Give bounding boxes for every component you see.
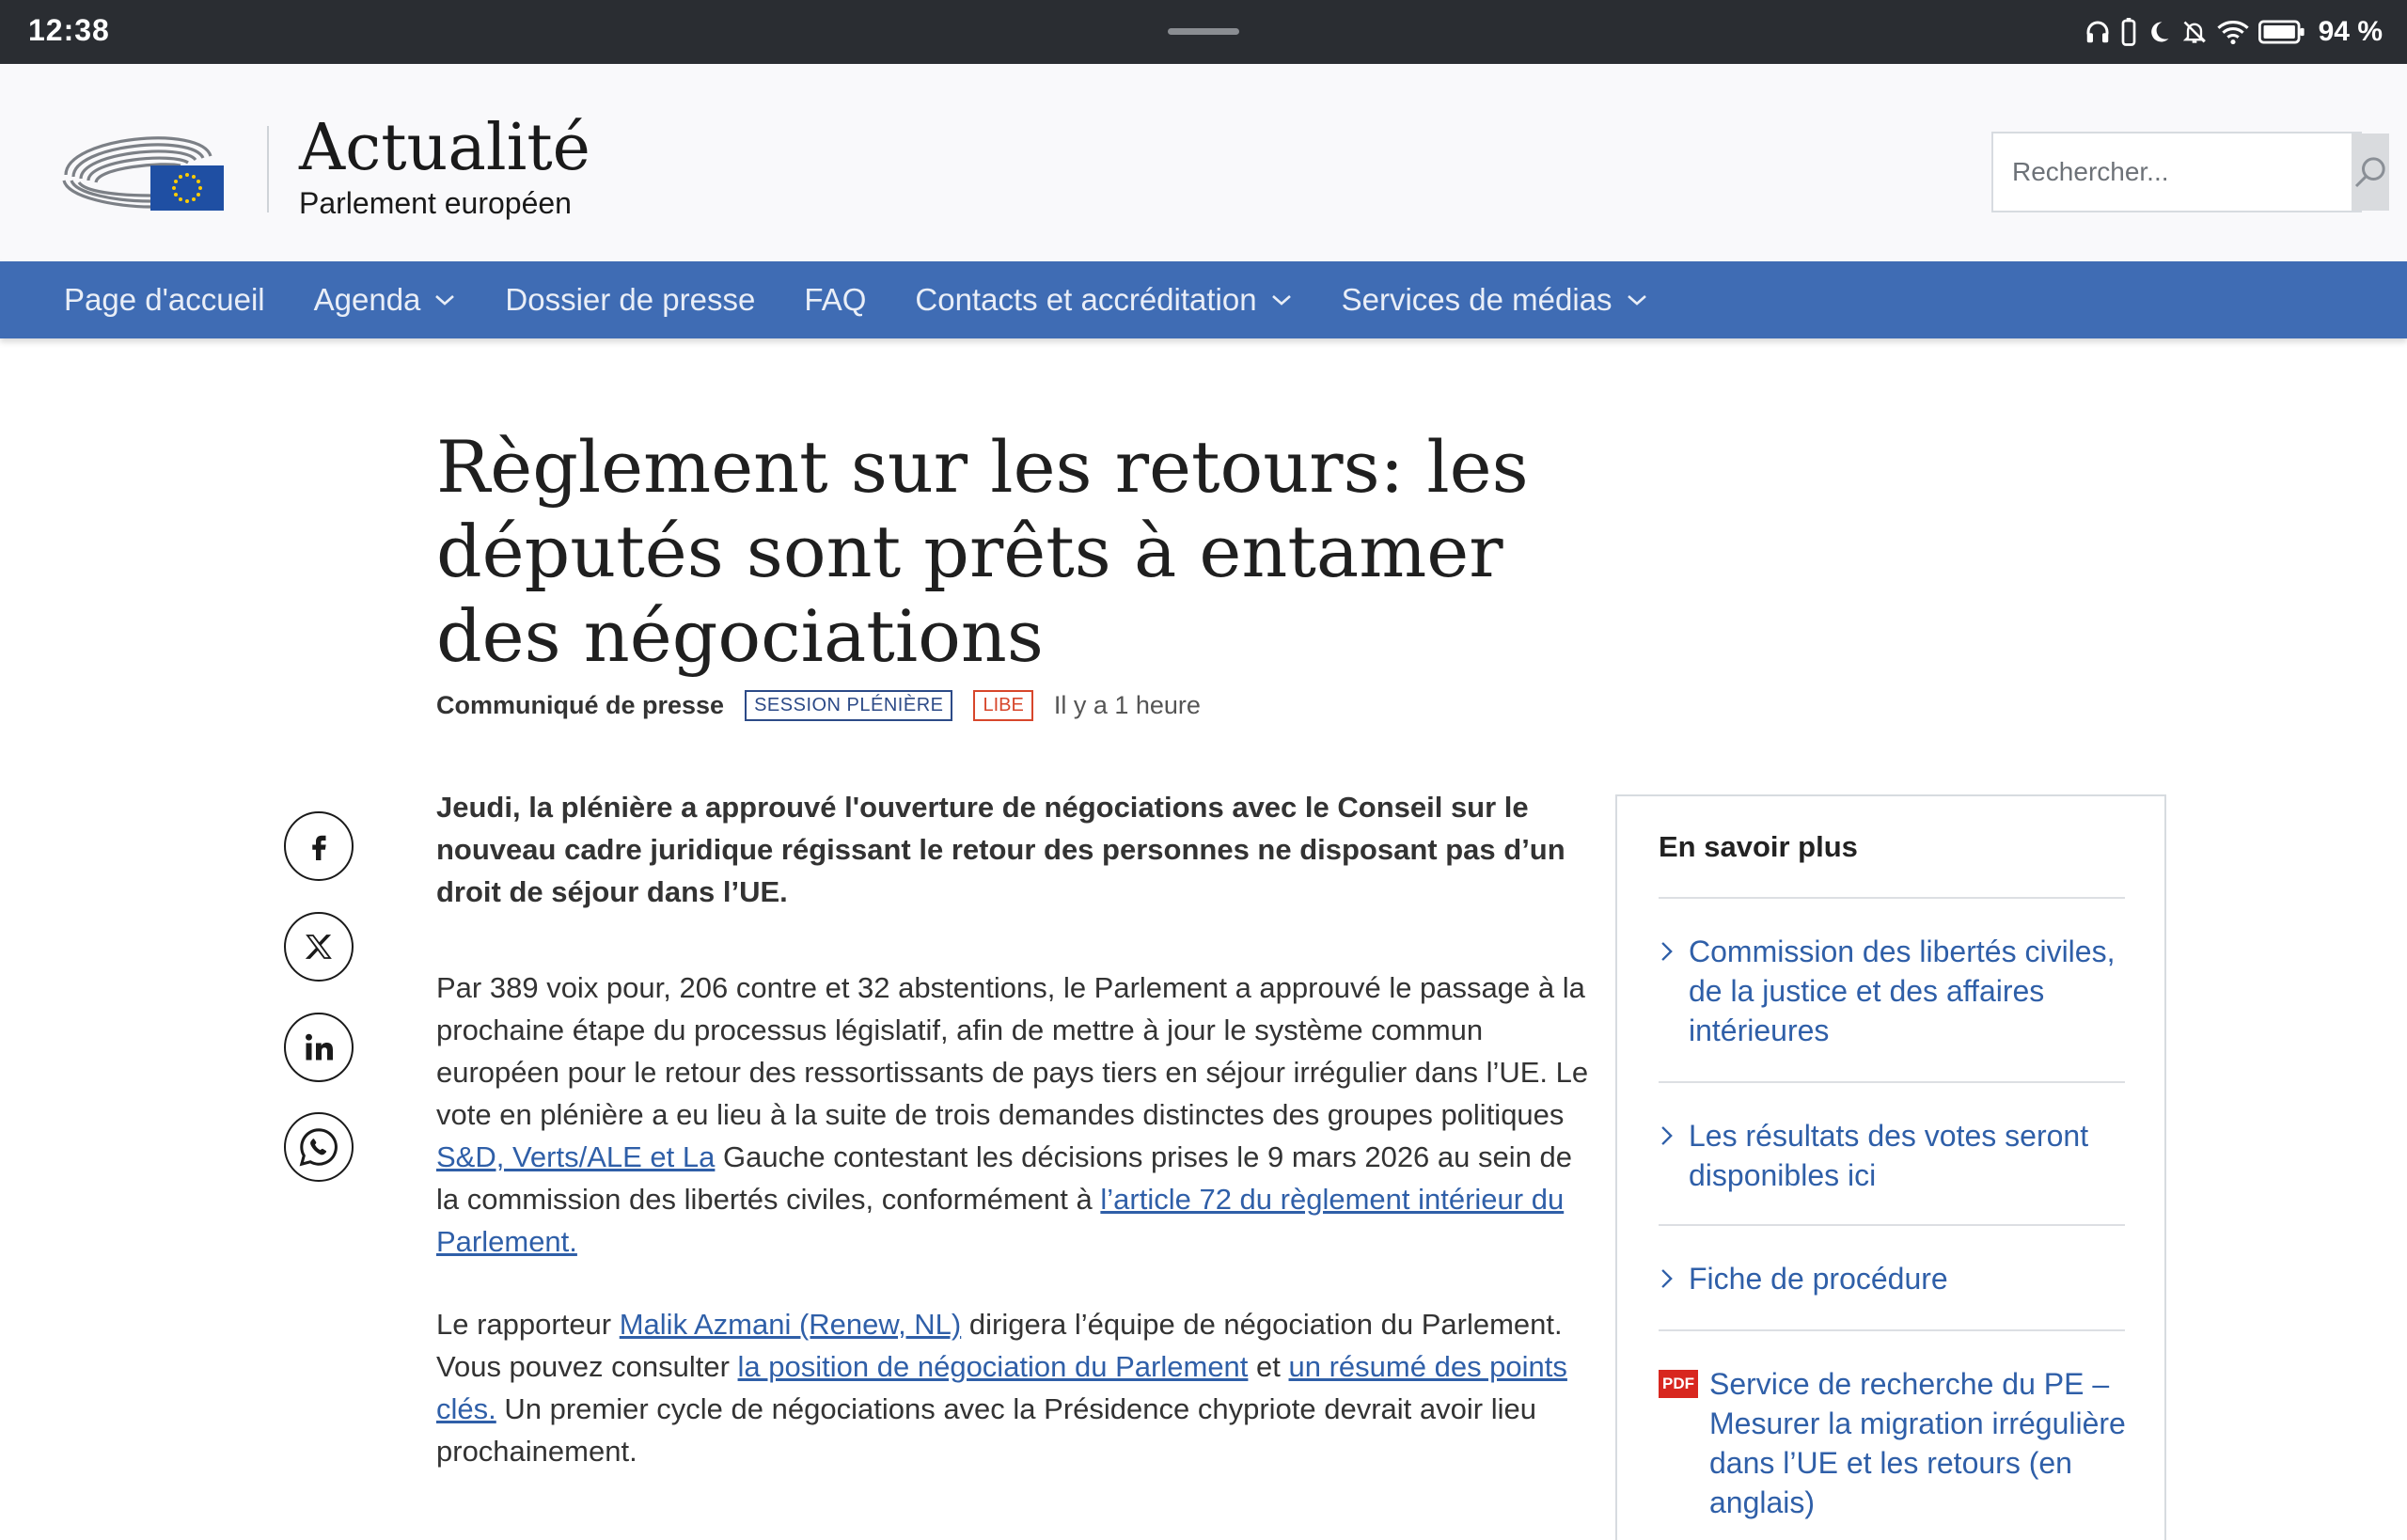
battery-saver-icon xyxy=(2121,18,2136,46)
battery-icon xyxy=(2258,19,2305,45)
paragraph-text: Le rapporteur xyxy=(436,1308,620,1341)
chevron-right-icon xyxy=(1659,1124,1674,1148)
share-x-button[interactable] xyxy=(284,912,354,982)
paragraph-text: et xyxy=(1248,1350,1289,1383)
learn-more-panel xyxy=(1615,794,2166,1540)
chevron-down-icon xyxy=(433,292,456,307)
battery-level: 94 % xyxy=(2318,16,2383,47)
learn-more-link-procedure-file[interactable] xyxy=(1659,1259,2129,1300)
link-political-groups[interactable]: S&D, Verts/ALE et La xyxy=(436,1140,716,1173)
linkedin-icon xyxy=(302,1030,336,1064)
article-meta xyxy=(436,690,1201,721)
whatsapp-icon xyxy=(297,1125,340,1169)
search-icon xyxy=(2352,153,2389,191)
learn-more-link-label: Service de recherche du PE – Mesurer la migration irrégulière dans l’UE et les retours (en anglais) xyxy=(1709,1367,2126,1519)
nav-item-agenda[interactable] xyxy=(314,282,457,318)
status-bar xyxy=(0,0,2407,64)
nav-item-faq[interactable] xyxy=(804,282,866,318)
headphones-icon xyxy=(2084,18,2112,46)
learn-more-link-label: Commission des libertés civiles, de la justice et des affaires intérieures xyxy=(1689,935,2116,1047)
pdf-icon: PDF xyxy=(1659,1370,1698,1398)
chevron-down-icon xyxy=(1626,292,1648,307)
site-header xyxy=(0,64,2407,261)
nav-item-media-services[interactable] xyxy=(1342,282,1648,318)
nav-item-home[interactable] xyxy=(64,282,265,318)
learn-more-link-research-service-pdf[interactable] xyxy=(1659,1364,2129,1522)
learn-more-heading: En savoir plus xyxy=(1659,830,1858,863)
divider xyxy=(1659,897,2125,899)
tag-plenary-session[interactable]: SESSION PLÉNIÈRE xyxy=(745,690,952,721)
learn-more-link-label: Fiche de procédure xyxy=(1689,1262,1948,1296)
article-title: Règlement sur les retours: les députés sont prêts à entamer des négociations xyxy=(436,425,1529,678)
learn-more-link-libe-committee[interactable] xyxy=(1659,932,2129,1050)
link-negotiating-position[interactable]: la position de négociation du Parlement xyxy=(737,1350,1249,1383)
paragraph-text: dirigera l’équipe de négociation du Parlement. Vous pouvez consulter xyxy=(436,1308,1563,1383)
nav-item-label: FAQ xyxy=(804,282,867,317)
share-linkedin-button[interactable] xyxy=(284,1013,354,1082)
chevron-right-icon xyxy=(1659,939,1674,964)
nav-item-label: Agenda xyxy=(313,282,421,317)
divider xyxy=(1659,1329,2125,1331)
share-facebook-button[interactable] xyxy=(284,811,354,881)
divider xyxy=(1659,1224,2125,1226)
article-lead: Jeudi, la plénière a approuvé l'ouverture de négociations avec le Conseil sur le nouveau cadre juridique régissant le retour des personnes ne disposant pas d’un droit de séjour dans l’UE. xyxy=(436,791,1565,908)
main-nav xyxy=(0,261,2407,338)
article-kind: Communiqué de presse xyxy=(436,691,725,719)
nav-item-press-kit[interactable] xyxy=(505,282,755,318)
site-title[interactable]: Actualité xyxy=(299,111,590,185)
search-button[interactable] xyxy=(2352,134,2389,211)
site-subtitle: Parlement européen xyxy=(299,186,572,220)
x-icon xyxy=(304,932,334,962)
article-paragraph-1 xyxy=(436,966,1593,1263)
tag-libe[interactable]: LIBE xyxy=(973,690,1032,721)
status-time: 12:38 xyxy=(28,13,110,47)
bell-off-icon xyxy=(2181,18,2208,46)
nav-item-label: Dossier de presse xyxy=(505,282,756,317)
share-whatsapp-button[interactable] xyxy=(284,1112,354,1182)
status-icons xyxy=(2084,11,2383,53)
chevron-down-icon xyxy=(1270,292,1293,307)
nav-item-label: Page d'accueil xyxy=(64,282,265,317)
paragraph-text: Gauche contestant les décisions prises le 9 mars 2026 au sein de la commission des libertés civiles, conformément à xyxy=(436,1140,1572,1216)
paragraph-text: Un premier cycle de négociations avec la Présidence chypriote devrait avoir lieu prochainement. xyxy=(436,1392,1536,1468)
nav-item-contacts[interactable] xyxy=(915,282,1292,318)
divider xyxy=(1659,1081,2125,1083)
chevron-right-icon xyxy=(1659,1266,1674,1291)
search-input[interactable] xyxy=(1993,134,2352,211)
paragraph-text: Par 389 voix pour, 206 contre et 32 abstentions, le Parlement a approuvé le passage à la prochaine étape du processus législatif, afin de mettre à jour le système commun européen pour le retour des ressortissants de pays tiers en séjour irrégulier dans l’UE. Le vote en plénière a eu lieu à la suite de trois demandes distinctes des groupes politiques xyxy=(436,971,1589,1131)
article-paragraph-2 xyxy=(436,1303,1593,1472)
brand-divider xyxy=(267,126,269,212)
nav-item-label: Contacts et accréditation xyxy=(915,282,1257,317)
facebook-icon xyxy=(302,827,336,865)
learn-more-link-vote-results[interactable] xyxy=(1659,1116,2129,1195)
link-rapporteur[interactable]: Malik Azmani (Renew, NL) xyxy=(619,1308,962,1341)
link-rules-article-72[interactable]: l’article 72 du règlement intérieur du Parlement. xyxy=(436,1183,1565,1258)
wifi-icon xyxy=(2217,18,2249,46)
learn-more-link-label: Les résultats des votes seront disponibles ici xyxy=(1689,1119,2089,1192)
nav-item-label: Services de médias xyxy=(1341,282,1613,317)
link-key-points-summary[interactable]: un résumé des points clés. xyxy=(436,1350,1567,1425)
search-box xyxy=(1991,132,2362,212)
moon-icon xyxy=(2146,19,2172,45)
european-parliament-logo[interactable] xyxy=(60,118,226,212)
window-handle[interactable] xyxy=(1168,28,1239,35)
article-time: Il y a 1 heure xyxy=(1053,691,1201,719)
